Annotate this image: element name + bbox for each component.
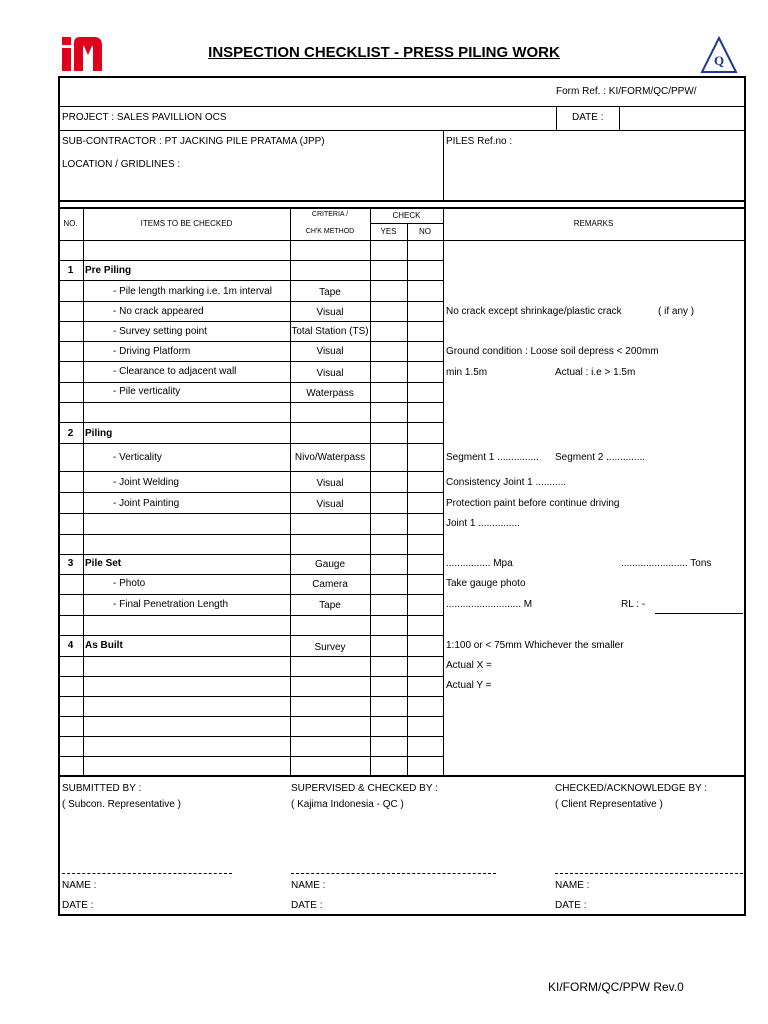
grid-hline <box>58 280 443 281</box>
page-title: INSPECTION CHECKLIST - PRESS PILING WORK <box>208 44 560 61</box>
grid-hline <box>58 716 443 717</box>
grid-hline <box>58 341 443 342</box>
grid-hline <box>58 676 443 677</box>
grid-hline <box>58 76 745 78</box>
remark-rl: RL : - <box>621 599 646 610</box>
grid-vline <box>83 207 84 775</box>
method-pile-verticality: Waterpass <box>306 388 354 399</box>
date-label: DATE : <box>572 112 604 123</box>
grid-hline <box>58 513 443 514</box>
grid-hline <box>58 736 443 737</box>
grid-vline <box>443 207 444 775</box>
item-clearance: - Clearance to adjacent wall <box>113 366 237 377</box>
section-1-title: Pre Piling <box>85 265 132 276</box>
remark-as-built: 1:100 or < 75mm Whichever the smaller <box>446 640 624 651</box>
section-1-no: 1 <box>67 265 74 276</box>
remark-clearance: min 1.5m <box>446 367 488 378</box>
method-final-penetration: Tape <box>319 600 341 611</box>
grid-hline <box>58 321 443 322</box>
remark-joint-painting: Protection paint before continue driving <box>446 498 620 509</box>
signature-line-1 <box>62 873 232 874</box>
item-pile-length: - Pile length marking i.e. 1m interval <box>113 286 272 297</box>
remark-driving: Ground condition : Loose soil depress < 200mm <box>446 346 659 357</box>
date-label-3: DATE : <box>555 900 587 911</box>
grid-hline <box>58 402 443 403</box>
col-no-check: NO <box>419 227 431 236</box>
checked-by-sub: ( Client Representative ) <box>555 799 663 810</box>
remark-clearance-2: Actual : i.e > 1.5m <box>555 367 636 378</box>
signature-line-2 <box>291 873 496 874</box>
grid-vline <box>619 106 620 130</box>
grid-hline <box>58 240 744 241</box>
remark-actual-x: Actual X = <box>446 660 492 671</box>
remark-no-crack: No crack except shrinkage/plastic crack <box>446 306 622 317</box>
project-label: PROJECT : SALES PAVILLION OCS <box>62 112 227 123</box>
rl-underline <box>655 613 743 614</box>
item-joint-painting: - Joint Painting <box>113 498 180 509</box>
remark-final-m: ........................... M <box>446 599 533 610</box>
section-4-no: 4 <box>67 640 74 651</box>
grid-hline <box>58 914 745 916</box>
name-label-3: NAME : <box>555 880 590 891</box>
remark-mpa: ................ Mpa <box>446 558 513 569</box>
item-survey: - Survey setting point <box>113 326 207 337</box>
grid-hline <box>58 301 443 302</box>
signature-line-3 <box>555 873 743 874</box>
form-ref: Form Ref. : KI/FORM/QC/PPW/ <box>556 86 697 97</box>
remark-tons: ........................ Tons <box>621 558 712 569</box>
checked-by: CHECKED/ACKNOWLEDGE BY : <box>555 783 708 794</box>
item-driving: - Driving Platform <box>113 346 191 357</box>
submitted-by: SUBMITTED BY : <box>62 783 142 794</box>
method-driving: Visual <box>316 346 344 357</box>
grid-vline <box>370 207 371 775</box>
supervised-by-sub: ( Kajima Indonesia - QC ) <box>291 799 404 810</box>
section-3-title: Pile Set <box>85 558 122 569</box>
method-joint-welding: Visual <box>316 478 344 489</box>
remark-photo: Take gauge photo <box>446 578 526 589</box>
grid-hline <box>58 471 443 472</box>
grid-hline <box>58 492 443 493</box>
name-label-1: NAME : <box>62 880 97 891</box>
grid-hline <box>58 656 443 657</box>
col-method: CH'K METHOD <box>305 228 355 235</box>
col-check: CHECK <box>392 211 421 220</box>
grid-hline <box>58 534 443 535</box>
grid-vline <box>407 223 408 775</box>
grid-hline <box>58 574 443 575</box>
section-3-no: 3 <box>67 558 74 569</box>
item-pile-verticality: - Pile verticality <box>113 386 181 397</box>
item-verticality: - Verticality <box>113 452 162 463</box>
remark-joint-1: Joint 1 ............... <box>446 518 520 529</box>
section-2-no: 2 <box>67 428 74 439</box>
grid-hline <box>58 130 744 131</box>
grid-hline <box>58 615 443 616</box>
remark-joint-welding: Consistency Joint 1 ........... <box>446 477 567 488</box>
grid-hline <box>58 422 443 423</box>
remark-segment-1: Segment 1 ............... <box>446 452 539 463</box>
item-no-crack: - No crack appeared <box>113 306 204 317</box>
remark-segment-2: Segment 2 .............. <box>555 452 646 463</box>
location-label: LOCATION / GRIDLINES : <box>62 159 181 170</box>
grid-hline <box>58 106 744 107</box>
subcontractor-label: SUB-CONTRACTOR : PT JACKING PILE PRATAMA (JPP) <box>62 136 325 147</box>
method-pile-set: Gauge <box>314 559 346 570</box>
method-photo: Camera <box>312 579 348 590</box>
method-no-crack: Visual <box>316 307 344 318</box>
grid-hline <box>58 635 443 636</box>
grid-hline <box>58 756 443 757</box>
grid-hline <box>58 696 443 697</box>
grid-hline <box>58 775 744 777</box>
method-pile-length: Tape <box>319 287 341 298</box>
grid-hline <box>58 207 744 209</box>
footer-code: KI/FORM/QC/PPW Rev.0 <box>548 980 684 994</box>
grid-hline <box>58 554 443 555</box>
grid-vline <box>556 106 557 130</box>
grid-hline <box>58 260 443 261</box>
name-label-2: NAME : <box>291 880 326 891</box>
submitted-by-sub: ( Subcon. Representative ) <box>62 799 181 810</box>
grid-hline <box>58 594 443 595</box>
date-label-2: DATE : <box>291 900 323 911</box>
method-as-built: Survey <box>314 642 346 653</box>
col-criteria: CRITERIA / <box>311 211 349 218</box>
piles-ref-label: PILES Ref.no : <box>446 136 513 147</box>
item-joint-welding: - Joint Welding <box>113 477 179 488</box>
col-remarks: REMARKS <box>573 219 614 228</box>
supervised-by: SUPERVISED & CHECKED BY : <box>291 783 438 794</box>
col-yes: YES <box>380 227 397 236</box>
svg-text:Q: Q <box>713 53 725 68</box>
date-label-1: DATE : <box>62 900 94 911</box>
grid-hline <box>58 200 744 202</box>
col-no: NO. <box>63 219 78 228</box>
item-final-penetration: - Final Penetration Length <box>113 599 229 610</box>
method-survey: Total Station (TS) <box>291 326 369 337</box>
col-items: ITEMS TO BE CHECKED <box>140 219 233 228</box>
remark-no-crack-2: ( if any ) <box>658 306 695 317</box>
remark-actual-y: Actual Y = <box>446 680 492 691</box>
method-joint-painting: Visual <box>316 499 344 510</box>
grid-hline <box>58 361 443 362</box>
grid-vline <box>744 76 746 916</box>
grid-vline <box>58 76 60 916</box>
grid-hline <box>58 443 443 444</box>
section-2-title: Piling <box>85 428 113 439</box>
item-photo: - Photo <box>113 578 146 589</box>
grid-vline <box>443 130 444 200</box>
method-clearance: Visual <box>316 368 344 379</box>
method-verticality: Nivo/Waterpass <box>294 452 366 463</box>
section-4-title: As Built <box>85 640 123 651</box>
grid-hline <box>58 382 443 383</box>
